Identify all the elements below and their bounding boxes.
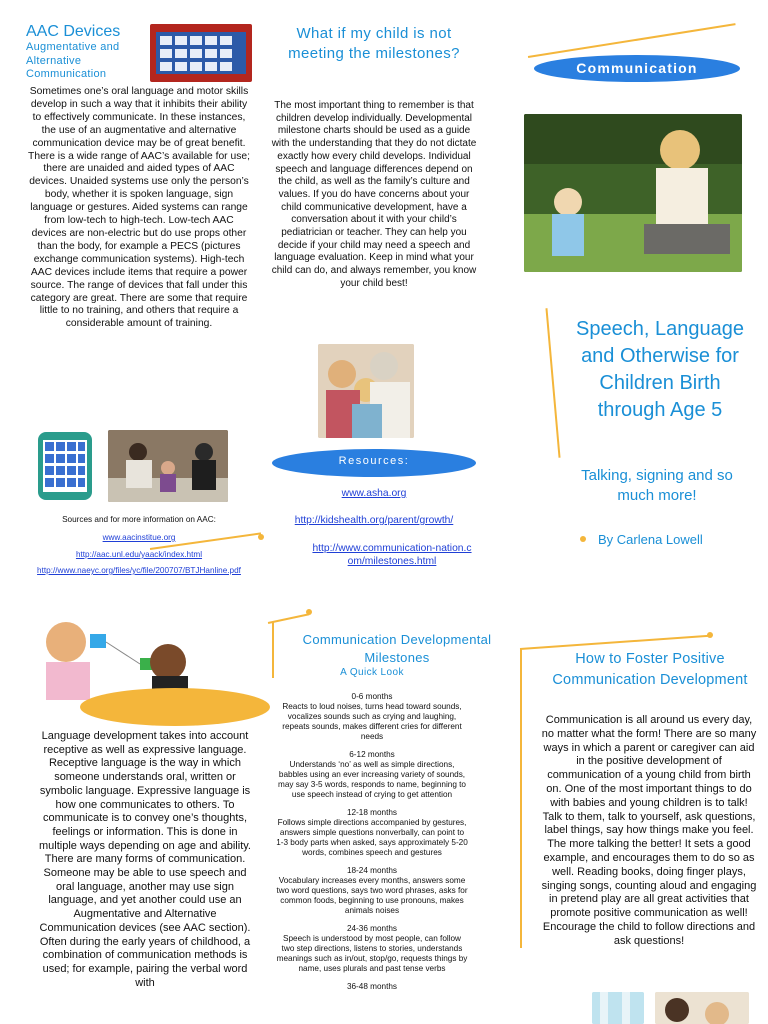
foster-photo-right <box>655 992 749 1024</box>
cover-title: Speech, Language and Otherwise for Children Birth through Age 5 <box>576 318 744 421</box>
aac-tablet-photo <box>36 430 94 502</box>
panel-divider-line-mid <box>268 613 309 623</box>
milestone-item <box>276 924 468 974</box>
aac-subtitle: Augmentative and Alternative Communication <box>26 41 120 80</box>
aac-body: Sometimes one’s oral language and motor skills develop in such a way that it inhibits their ability to effectively communicate. In these instances, the use of an augmentative and alternative communication device may be of great benefit. There is a wide range of AAC’s available for use; there are unaided and aided types of AAC devices. Unaided systems use only the person’s body, whether it is spoken language, sign language or gestures. Aided systems can range from low-tech to high-tech. Low-tech AAC devices are non-electric but do use props other than the body, for example a PECS (pictures exchange communication systems). High-tech AAC devices include items that require a power source. The range of devices that fall under this category are great. There are some that require little to no training, and others that require a considerable amount of training. <box>28 86 250 330</box>
cover-tagline: Talking, signing and so much more! <box>581 467 733 504</box>
milestone-item <box>276 692 468 742</box>
communication-banner-label: Communication <box>576 60 698 76</box>
milestone-item <box>276 750 468 800</box>
milestone-age: 0-6 months <box>351 692 393 701</box>
milestones-question-title: What if my child is not meeting the milestones? <box>288 25 460 62</box>
milestone-desc: Vocabulary increases every months, answers some two word questions, says two word phrases, asks for common foods, beginning to use pronouns, makes animals noises <box>276 876 468 915</box>
panel-divider-line-right <box>520 635 712 650</box>
tin-can-phone-photo <box>28 612 188 700</box>
cover-banner-swoosh <box>528 23 736 57</box>
language-body: Language development takes into account receptive as well as expressive language. Receptive language is the way in which someone understands oral, written or symbolic language. Expressive language is how one communicates to others. To communicate is to convey one’s thoughts, feelings or information. This is done in multiple ways depending on age and ability. There are many forms of communication. Someone may be able to use speech and oral language, another may use sign language, and yet another could use an Augmentative and Alternative Communication devices (see AAC section). Often during the early years of childhood, a combination of communication methods is used; for example, pairing the verbal word with <box>39 730 251 989</box>
milestone-age: 36-48 months <box>346 982 398 991</box>
author-bullet <box>580 536 586 542</box>
family-reading-photo <box>318 344 414 438</box>
aac-therapy-photo <box>108 430 228 502</box>
milestones-question-body: The most important thing to remember is that children develop individually. Developmental milestone charts should be used as a guide with the understanding that they do not dictate exactly how every child develops. Individual speech and language differences depend on the child, as well as the family’s culture and values. If you do have concerns about your child communicative development, have a conversation about it with your child’s pediatrician or teacher. They can help you decide if your child may need a speech and language evaluation. Keep in mind what your child can do, and always remember, you know your child best! <box>271 100 477 289</box>
dev-milestones-subtitle: A Quick Look <box>340 667 404 678</box>
panel-divider-dot-left <box>258 534 264 540</box>
panel-divider-dot-right <box>707 632 713 638</box>
aac-device-photo <box>150 24 252 82</box>
cover-author: By Carlena Lowell <box>598 532 703 547</box>
milestone-desc: Reacts to loud noises, turns head toward sounds, vocalizes sounds such as crying and laughing, repeats sounds, makes different cries for different needs <box>282 702 462 741</box>
milestone-age: 18-24 months <box>346 866 398 875</box>
aac-source-link-2[interactable]: http://aac.unl.edu/yaack/index.html <box>75 550 203 559</box>
milestone-item <box>276 866 468 916</box>
resource-link-asha[interactable]: www.asha.org <box>341 488 407 499</box>
milestone-age: 12-18 months <box>346 808 398 817</box>
cover-title-vline <box>545 308 560 458</box>
milestone-item <box>276 982 468 992</box>
foster-title: How to Foster Positive Communication Development <box>552 651 748 688</box>
mother-child-photo <box>524 114 742 272</box>
milestone-desc: Speech is understood by most people, can follow two step directions, listens to stories, understands meanings such as in/out, stop/go, requests things by name, uses plurals and past tense verbs <box>276 934 468 973</box>
panel-divider-dot-mid <box>306 609 312 615</box>
milestone-age: 6-12 months <box>349 750 395 759</box>
milestone-list <box>276 684 468 992</box>
dev-milestones-title: Communication Developmental Milestones <box>302 632 492 665</box>
foster-photo-left <box>592 992 644 1024</box>
aac-sources-heading: Sources and for more information on AAC: <box>62 515 216 524</box>
milestone-desc: Understands ‘no’ as well as simple directions, babbles using an ever increasing variety of sounds, may say 3-5 words, responds to name, beginning to use speech instead of crying to get attention <box>278 760 466 799</box>
aac-source-link-3[interactable]: http://www.naeyc.org/files/yc/file/200707/BTJHanline.pdf <box>37 566 241 575</box>
aac-source-link-1[interactable]: www.aacinstitue.org <box>102 533 176 542</box>
milestone-desc: Follows simple directions accompanied by gestures, answers simple questions nonverbally, can point to 1-3 body parts when asked, says approximately 5-20 words, combines speech and gestures <box>276 818 468 857</box>
resource-link-communication-nation[interactable]: http://www.communication-nation.com/milestones.html <box>312 543 472 567</box>
aac-title: AAC Devices <box>26 23 121 40</box>
resource-link-kidshealth[interactable]: http://kidshealth.org/parent/growth/ <box>294 515 454 526</box>
milestone-item <box>276 808 468 858</box>
milestone-age: 24-36 months <box>346 924 398 933</box>
language-panel-ellipse <box>80 688 270 726</box>
resources-title: Resources: <box>338 455 410 467</box>
panel-divider-vline-right <box>520 648 522 948</box>
foster-body: Communication is all around us every day, no matter what the form! There are so many ways in which a parent or caregiver can aid in the positive development of communication of a young child from birth on. One of the most important things to do with babies and young children is to talk! Talk to them, talk to yourself, ask questions, label things, say how things make you feel. The more talking the better! It sets a good example, and encourages them to do so as well. Reading books, doing finger plays, singing songs, counting aloud and engaging in pretend play are all great activities that promote positive communication as well! Encourage the child to follow directions and ask questions! <box>541 714 757 947</box>
